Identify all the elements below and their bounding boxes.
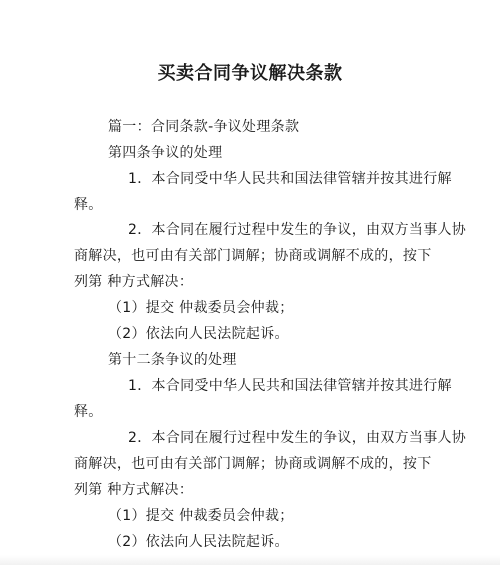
paragraph-line: 释。 bbox=[74, 404, 103, 420]
paragraph-line: 列第 种方式解决： bbox=[74, 274, 194, 290]
paragraph-line: 商解决，也可由有关部门调解；协商或调解不成的，按下 bbox=[74, 248, 432, 264]
paragraph-line: 释。 bbox=[74, 197, 103, 213]
section-heading: 篇一：合同条款-争议处理条款 bbox=[108, 119, 300, 135]
paragraph-line: 1．本合同受中华人民共和国法律管辖并按其进行解 bbox=[128, 171, 452, 187]
paragraph-line: 2．本合同在履行过程中发生的争议，由双方当事人协 bbox=[128, 222, 467, 238]
paragraph-line: 商解决，也可由有关部门调解；协商或调解不成的，按下 bbox=[74, 456, 432, 472]
document-title: 买卖合同争议解决条款 bbox=[157, 63, 343, 84]
list-item: （1）提交 仲裁委员会仲裁； bbox=[108, 300, 294, 316]
page-bottom-edge bbox=[0, 555, 500, 565]
paragraph-line: 列第 种方式解决： bbox=[74, 482, 194, 498]
clause-heading: 第四条争议的处理 bbox=[108, 145, 223, 161]
paragraph-line: 2．本合同在履行过程中发生的争议，由双方当事人协 bbox=[128, 430, 467, 446]
list-item: （2）依法向人民法院起诉。 bbox=[108, 534, 289, 550]
clause-heading: 第十二条争议的处理 bbox=[108, 352, 237, 368]
list-item: （1）提交 仲裁委员会仲裁； bbox=[108, 508, 294, 524]
list-item: （2）依法向人民法院起诉。 bbox=[108, 326, 289, 342]
paragraph-line: 1．本合同受中华人民共和国法律管辖并按其进行解 bbox=[128, 378, 452, 394]
